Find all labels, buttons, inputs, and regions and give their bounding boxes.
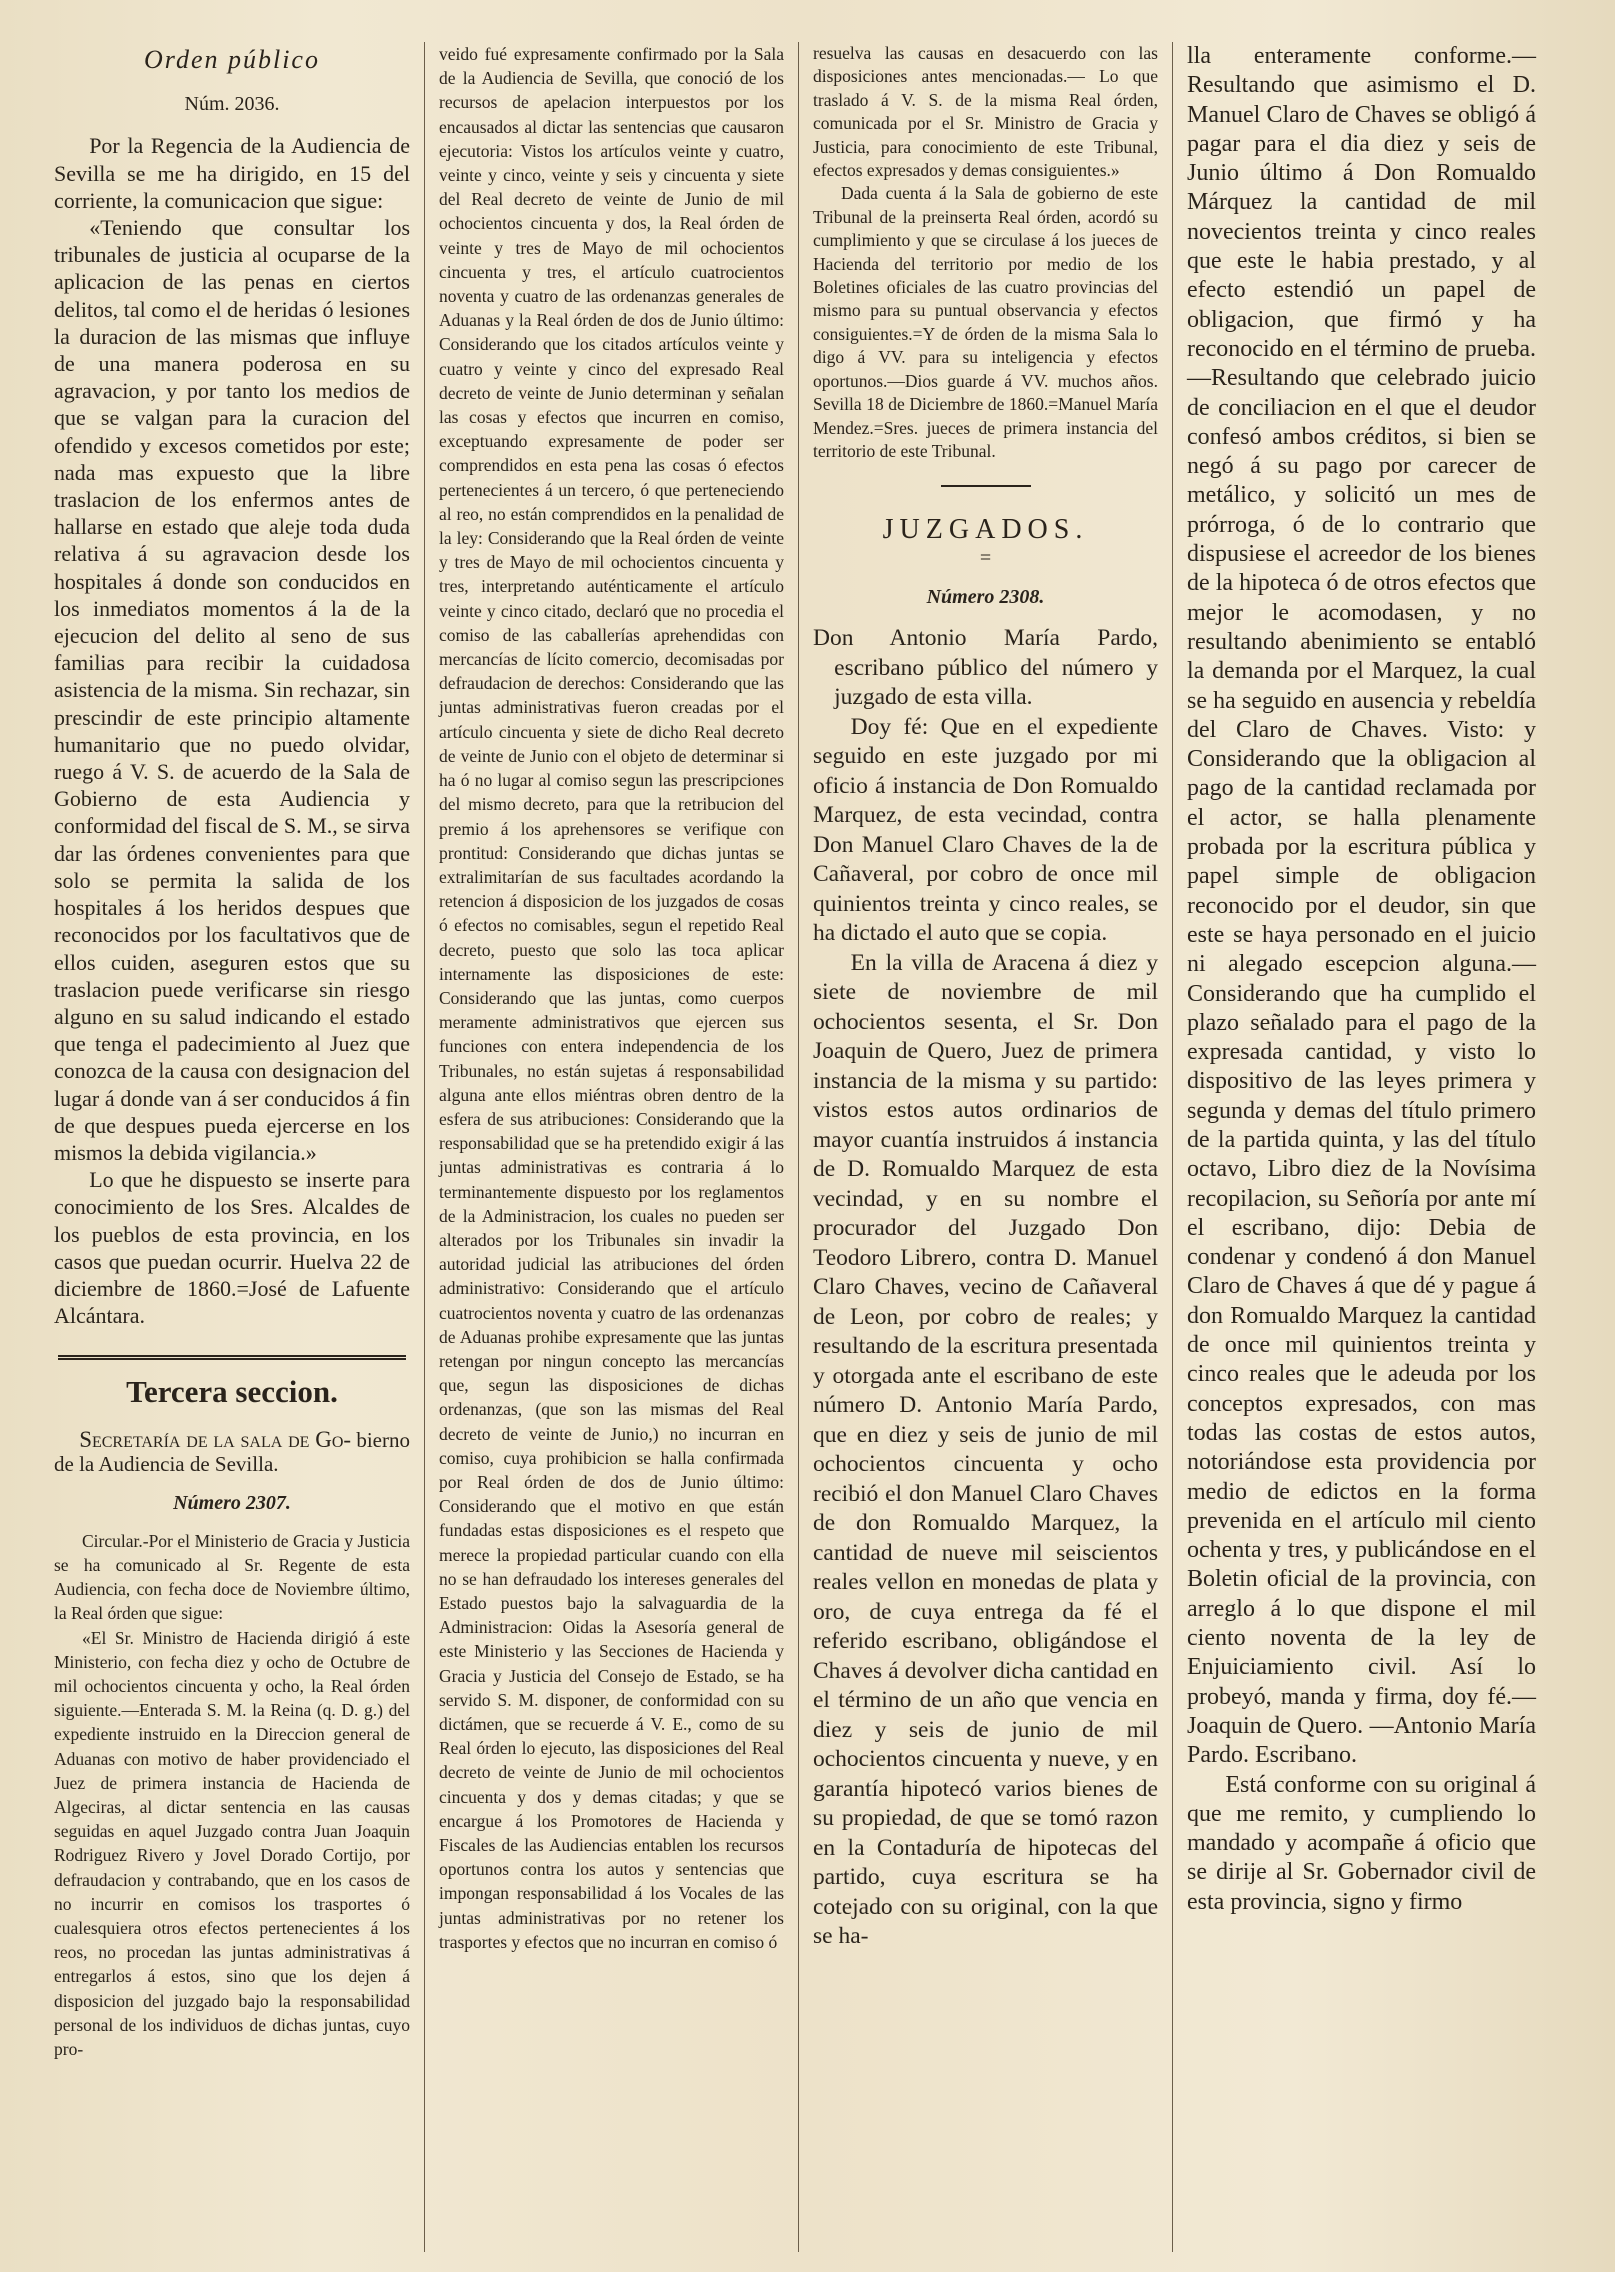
secretaria-smallcaps: Secretaría de la sala de Go- — [79, 1426, 352, 1452]
juzgados-title: JUZGADOS. — [882, 514, 1089, 546]
esta-conforme-paragraph: Está conforme con su original á que me remito, y cumpliendo lo mandado y acompañe á oficio que se dirije al Sr. Gobernador civil de esta provincia, signo y firmo — [1187, 1771, 1536, 1915]
don-antonio-text: Don Antonio María Pardo, escribano público del número y juzgado de esta villa. — [813, 625, 1158, 711]
paragraph-intro: Por la Regencia de la Audiencia de Sevilla se me ha dirigido, en 15 del corriente, la comunicacion que sigue: — [54, 133, 410, 213]
column-2-body — [439, 42, 784, 1954]
number-2307: Número 2307. — [173, 1491, 291, 1514]
dada-cuenta-paragraph: Dada cuenta á la Sala de gobierno de este Tribunal de la preinserta Real órden, acordó su cumplimiento y que se circulase á los jueces de Hacienda del territorio por medio de los Boletines oficiales de las cuatro provincias del mismo para su puntual observancia y efectos consiguientes.=Y de órden de la misma Sala lo digo á VV. para su inteligencia y efectos oportunos.—Dios guarde á VV. muchos años. Sevilla 18 de Diciembre de 1860.=Manuel María Mendez.=Sres. jueces de primera instancia del territorio de este Tribunal. — [813, 183, 1158, 461]
orden-publico-heading: Orden público — [144, 45, 320, 74]
hacienda-quote-paragraph: «El Sr. Ministro de Hacienda dirigió á este Ministerio, con fecha diez y ocho de Octubre de mil ochocientos cincuenta y ocho, la Real órden siguiente.—Enterada S. M. la Reina (q. D. g.) del expediente instruido en la Direccion general de Aduanas con motivo de haber providenciado el Juez de primera instancia de Hacienda de Algeciras, al dictar sentencia en las causas seguidas en aquel Juzgado contra Juan Joaquin Rodriguez Rivero y Jovel Dorado Cortijo, por defraudacion y contrabando, que en los casos de no incurrir en comisos los trasportes ó cualesquiera otros efectos pertenecientes á los reos, no procedan las juntas administrativas á entregarlos á estos, sino que los dejen á disposicion del juzgado bajo la responsabilidad personal de los individuos de dichas juntas, cuyo pro- — [54, 1627, 410, 2060]
considerandos-paragraph: veido fué expresamente confirmado por la Sala de la Audiencia de Sevilla, que conoció de los recursos de apelacion interpuestos por los encausados al dictar las sentencias que causaron ejecutoria: Vistos los artículos veinte y cuatro, veinte y cinco, veinte y seis y cincuenta y siete del Real decreto de veinte de Junio de mil ochocientos cincuenta y dos, la Real órden de veinte y tres de Mayo de mil ochocientos cincuenta y tres, el artículo cuatrocientos noventa y cuatro de las ordenanzas generales de Aduanas y la Real órden de dos de Junio último: Considerando que los citados artículos veinte y cuatro y veinte y cinco del expresado Real decreto de veinte de Junio determinan y señalan las cosas y efectos que incurren en comiso, exceptuando expresamente de poder ser comprendidos en esta pena las cosas ó efectos pertenecientes á un tercero, ó que perteneciendo al reo, no están comprendidos en la penalidad de la ley: Considerando que la Real órden de veinte y tres de Mayo de mil ochocientos cincuenta y tres, interpretando auténticamente el artículo veinte y cinco citado, declaró que no procedia el comiso de las caballerías aprehendidas con mercancías de lícito comercio, decomisadas por defraudacion de derechos: Considerando que las juntas administrativas fueron creadas por el artículo cincuenta y siete de dicho Real decreto de veinte de Junio con el objeto de determinar si ha ó no lugar al comiso segun las prescripciones del mismo decreto, para que la retribucion del premio á los aprehensores se verifique con prontitud: Considerando que dichas juntas se extralimitarían de sus facultades acordando la retencion á disposicion de los juzgados de cosas ó efectos no comisables, segun el repetido Real decreto, puesto que solo las toca aplicar internamente las disposiciones de este: Considerando que las juntas, como cuerpos meramente administrativos que ejercen sus funciones con entera independencia de los Tribunales, no están sujetas á responsabilidad alguna ante ellos miéntras obren dentro de la esfera de sus atribuciones: Considerando que la responsabilidad que se ha pretendido exigir á las juntas administrativas es contraria á lo terminantemente dispuesto por los reglamentos de la Administracion, los cuales no pueden ser alterados por los Tribunales sin invadir la autoridad judicial las atribuciones del órden administrativo: Considerando que el artículo cuatrocientos noventa y cuatro de las ordenanzas de Aduanas prohibe expresamente que las juntas retengan por ningun concepto las mercancías que, segun las disposiciones de dichas ordenanzas, (que son las mismas del Real decreto de veinte de Junio,) no incurran en comiso, cuya prohibicion se halla confirmada por Real órden de dos de Junio último: Considerando que el motivo en que están fundadas estas disposiciones es el respeto que merece la propiedad particular cuando con ella no se han defraudado los intereses generales del Estado puestos bajo la salvaguardia de la Administracion: Oidas la Asesoría general de este Ministerio y las Secciones de Hacienda y Gracia y Justicia del Consejo de Estado, se ha servido S. M. disponer, de conformidad con su dictámen, que se recuerde á V. E., como de su Real órden lo ejecuto, las disposiciones del Real decreto de veinte de Junio de mil ochocientos cincuenta y dos y demas citadas; y que se encargue á los Promotores de Hacienda y Fiscales de las Audiencias entablen los recursos oportunos contra los autos y sentencias que impongan responsabilidad á los Vocales de las juntas administrativas por no retener los trasportes y efectos que no incurran en comiso ó — [439, 44, 784, 1952]
short-divider — [941, 485, 1031, 487]
paragraph-quote: «Teniendo que consultar los tribunales de justicia al ocuparse de la aplicacion de las penas en ciertos delitos, tal como el de heridas ó lesiones la duracion de las mismas que influye de una manera poderosa en su agravacion, y por tanto los medios de que se valgan para la curacion del ofendido y excesos cometidos por este; nada mas expuesto que la libre traslacion de los enfermos antes de hallarse en estado que aleje toda duda relativa á su agravacion desde los hospitales á donde son conducidos en los inmediatos momentos á la de la ejecucion del delito al seno de sus familias para recibir la cuidadosa asistencia de la misma. Sin rechazar, sin prescindir de este principio altamente humanitario que no puedo olvidar, ruego á V. S. de acuerdo de la Sala de Gobierno de esta Audiencia y conformidad del fiscal de S. M., se sirva dar las órdenes convenientes para que solo se permita la salida de los hospitales á los heridos despues que reconocidos por los facultativos que de ellos cuiden, aseguren estos que su traslacion puede verificarse sin riesgo alguno en su salud indicando el estado que tenga el padecimiento al Juez que conozca de la causa con designacion del lugar á donde van á ser conducidos á fin de que despues pueda ejercerse en los mismos la debida vigilancia.» — [54, 215, 410, 1165]
resultando-paragraph: lla enteramente conforme.— Resultando que asimismo el D. Manuel Claro de Chaves se obligó á pagar para el dia diez y seis de Junio último á Don Romualdo Márquez la cantidad de mil novecientos treinta y cinco reales que este le habia prestado, y al efecto estendió un papel de obligacion, que firmó y ha reconocido en el término de prueba.—Resultando que celebrado juicio de conciliacion en el que el deudor confesó ambos créditos, si bien se negó á su pago por carecer de metálico, y solicitó un mes de prórroga, ó de lo contrario que dispusiese el acreedor de los bienes de la hipoteca ó de otros efectos que mejor le acomodasen, y no resultando abenimiento se entabló la demanda por el Marquez, la cual se ha seguido en ausencia y rebeldía del Claro de Chaves. Visto: y Considerando que la obligacion al pago de la cantidad reclamada por el actor, se halla plenamente probada por la escritura pública y papel simple de obligacion reconocido por el deudor, sin que este se haya personado en el juicio ni alegado escepcion alguna.—Considerando que ha cumplido el plazo señalado para el pago de la expresada cantidad, y visto lo dispositivo de las leyes primera y segunda y demas del título primero de la partida quinta, y las del título octavo, Libro diez de la Novísima recopilacion, su Señoría por ante mí el escribano, dijo: Debia de condenar y condenó á don Manuel Claro de Chaves á que dé y pague á don Romualdo Marquez la cantidad de once mil quinientos treinta y cinco reales que le adeuda por los conceptos expresados, con mas todas las costas de estos autos, notoriándose esta providencia por medio de edictos en la forma prevenida en el artículo mil ciento ochenta y tres, y publicándose en el Boletin oficial de la provincia, con arreglo á lo que dispone el mil ciento noventa de la ley de Enjuiciamiento civil. Así lo probeyó, manda y firma, doy fé.—Joaquin de Quero. —Antonio María Pardo. Escribano. — [1187, 43, 1536, 1769]
juzgados-mark: = — [979, 546, 992, 569]
column-3-top — [813, 42, 1158, 463]
doy-fe-paragraph: Doy fé: Que en el expediente seguido en este juzgado por mi oficio á instancia de Don Romualdo Marquez, de esta vecindad, contra Don Manuel Claro Chaves de la de Cañaveral, por cobro de once mil quinientos treinta y cinco reales, se ha dictado el auto que se copia. — [813, 713, 1158, 947]
column-2 — [424, 42, 798, 2252]
resuelva-paragraph: resuelva las causas en desacuerdo con las disposiciones antes mencionadas.— Lo que traslado á V. S. de la misma Real órden, comunicada por el Sr. Ministro de Gracia y Justicia, para conocimiento de este Tribunal, efectos expresados y demas consiguientes.» — [813, 43, 1158, 181]
column-1 — [40, 42, 424, 2252]
paragraph-dispuesto: Lo que he dispuesto se inserte para conocimiento de los Sres. Alcaldes de los pueblos de esta provincia, en los casos que puedan ocurrir. Huelva 22 de diciembre de 1860.=José de Lafuente Alcántara. — [54, 1167, 410, 1329]
circular-body — [54, 1529, 410, 2061]
secretaria-heading — [54, 1428, 410, 1476]
number-2308: Número 2308. — [926, 585, 1045, 608]
column-4 — [1172, 42, 1550, 2252]
columns — [40, 42, 1589, 2252]
secretaria-rest: bierno de la Audiencia de Sevilla. — [54, 1427, 410, 1476]
villa-aracena-paragraph: En la villa de Aracena á diez y siete de noviembre de mil ochocientos sesenta, el Sr. Don Joaquin de Quero, Juez de primera instancia de la misma y su partido: vistos estos autos ordinarios de mayor cuantía instruidos á instancia de D. Romualdo Marquez de esta vecindad, y en su nombre el procurador del Juzgado Don Teodoro Librero, contra D. Manuel Claro Chaves, vecino de Cañaveral de Leon, por cobro de reales; y resultando de la escritura presentada y otorgada ante el escribano de este número D. Antonio María Pardo, que en diez y seis de junio de mil ochocientos cincuenta y ocho recibió el don Manuel Claro Chaves de don Romualdo Marquez, la cantidad de nueve mil seiscientos reales vellon en monedas de plata y oro, de cuya entrega da fé el referido escribano, obligándose el Chaves á devolver dicha cantidad en el término de un año que vencia en diez y seis de junio de mil ochocientos cincuenta y nueve, y en garantía hipotecó varios bienes de su propiedad, de que se tomó razon en la Contaduría de hipotecas del partido, cuya escritura se ha cotejado con su original, con la que se ha- — [813, 949, 1158, 1950]
column-3 — [798, 42, 1172, 2252]
section-divider — [58, 1355, 406, 1360]
don-antonio-heading — [813, 624, 1158, 713]
circular-paragraph: Circular.-Por el Ministerio de Gracia y Justicia se ha comunicado al Sr. Regente de esta Audiencia, con fecha doce de Noviembre último, la Real órden que sigue: — [54, 1530, 410, 1624]
tercera-seccion-title: Tercera seccion. — [126, 1374, 338, 1410]
number-2036: Núm. 2036. — [184, 93, 280, 116]
